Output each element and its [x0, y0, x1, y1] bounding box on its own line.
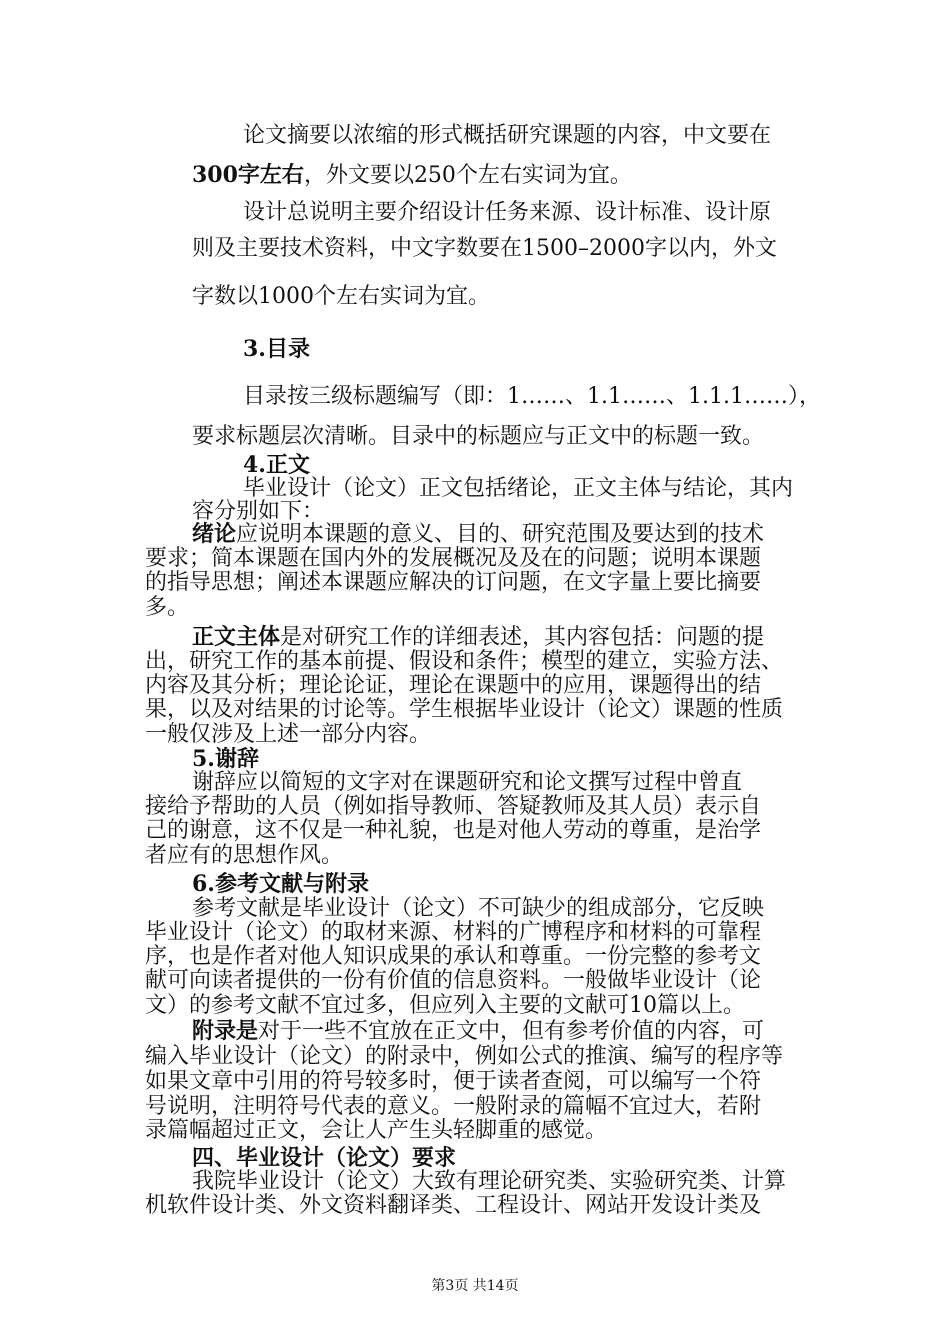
main-body-line-5: 一般仅涉及上述一部分内容。	[145, 722, 432, 747]
design-summary-line-2: 则及主要技术资料，中文字数要在1500–2000字以内，外文	[192, 236, 777, 261]
design-summary-line-3: 字数以1000个左右实词为宜。	[192, 284, 490, 309]
thanks-line-3: 己的谢意，这不仅是一种礼貌，也是对他人劳动的尊重，是治学	[145, 818, 762, 843]
toc-heading: 3.目录	[243, 336, 310, 362]
section4-heading: 四、毕业设计（论文）要求	[192, 1145, 457, 1171]
intro-line-3: 的指导思想；阐述本课题应解决的订问题，在文字量上要比摘要	[145, 570, 762, 595]
appendix-line-2: 编入毕业设计（论文）的附录中，例如公式的推演、编写的程序等	[145, 1044, 784, 1069]
refs-line-3: 序，也是作者对他人知识成果的承认和尊重。一份完整的参考文	[145, 944, 762, 969]
abstract-line-1: 论文摘要以浓缩的形式概括研究课题的内容，中文要在	[243, 123, 772, 148]
intro-line-1	[192, 521, 764, 548]
main-body-term: 正文主体	[192, 624, 281, 650]
refs-line-2: 毕业设计（论文）的取材来源、材料的广博程序和材料的可靠程	[145, 920, 762, 945]
abstract-line-2-rest: ，外文要以250个左右实词为宜。	[303, 163, 632, 188]
refs-heading: 6.参考文献与附录	[192, 871, 369, 897]
section4-line-1: 我院毕业设计（论文）大致有理论研究类、实验研究类、计算	[192, 1169, 787, 1194]
body-intro-line-1: 毕业设计（论文）正文包括绪论，正文主体与结论，其内	[243, 476, 794, 501]
intro-line-2: 要求；简本课题在国内外的发展概况及及在的问题；说明本课题	[145, 546, 762, 571]
toc-line-2: 要求标题层次清晰。目录中的标题应与正文中的标题一致。	[192, 424, 765, 449]
thanks-line-4: 者应有的思想作风。	[145, 843, 344, 868]
section4-line-2: 机软件设计类、外文资料翻译类、工程设计、网站开发设计类及	[145, 1193, 762, 1218]
abstract-word-count: 300字左右	[192, 162, 304, 188]
main-body-line-1	[192, 624, 764, 651]
abstract-line-2	[192, 162, 632, 189]
page-footer: 第3页 共14页	[431, 1278, 519, 1294]
main-body-line-2: 出，研究工作的基本前提、假设和条件；模型的建立，实验方法、	[145, 649, 784, 674]
thanks-heading: 5.谢辞	[192, 746, 259, 772]
appendix-term: 附录是	[192, 1018, 259, 1044]
thanks-line-1: 谢辞应以简短的文字对在课题研究和论文撰写过程中曾直	[192, 770, 743, 795]
intro-term: 绪论	[192, 521, 237, 547]
main-body-line-3: 内容及其分析；理论论证，理论在课题中的应用，课题得出的结	[145, 673, 762, 698]
design-summary-line-1: 设计总说明主要介绍设计任务来源、设计标准、设计原	[243, 200, 772, 225]
main-body-line-1-rest: 是对研究工作的详细表述，其内容包括：问题的提	[280, 625, 765, 650]
thanks-line-2: 接给予帮助的人员（例如指导教师、答疑教师及其人员）表示自	[145, 794, 762, 819]
refs-line-4: 献可向读者提供的一份有价值的信息资料。一般做毕业设计（论	[145, 968, 762, 993]
appendix-line-1	[192, 1018, 764, 1045]
refs-line-5: 文）的参考文献不宜过多，但应列入主要的文献可10篇以上。	[145, 993, 745, 1018]
appendix-line-3: 如果文章中引用的符号较多时，便于读者查阅，可以编写一个符	[145, 1069, 762, 1094]
appendix-line-5: 录篇幅超过正文，会让人产生头轻脚重的感觉。	[145, 1118, 608, 1143]
body-heading: 4.正文	[243, 452, 310, 478]
intro-line-4: 多。	[145, 595, 190, 620]
toc-line-1: 目录按三级标题编写（即：1……、1.1……、1.1.1……），	[243, 384, 821, 409]
appendix-line-4: 号说明，注明符号代表的意义。一般附录的篇幅不宜过大，若附	[145, 1094, 762, 1119]
body-intro-line-2: 容分别如下：	[192, 499, 325, 524]
appendix-line-1-rest: 对于一些不宜放在正文中，但有参考价值的内容，可	[258, 1019, 765, 1044]
main-body-line-4: 果，以及对结果的讨论等。学生根据毕业设计（论文）课题的性质	[145, 697, 784, 722]
refs-line-1: 参考文献是毕业设计（论文）不可缺少的组成部分，它反映	[192, 896, 765, 921]
intro-line-1-rest: 应说明本课题的意义、目的、研究范围及要达到的技术	[236, 522, 765, 547]
